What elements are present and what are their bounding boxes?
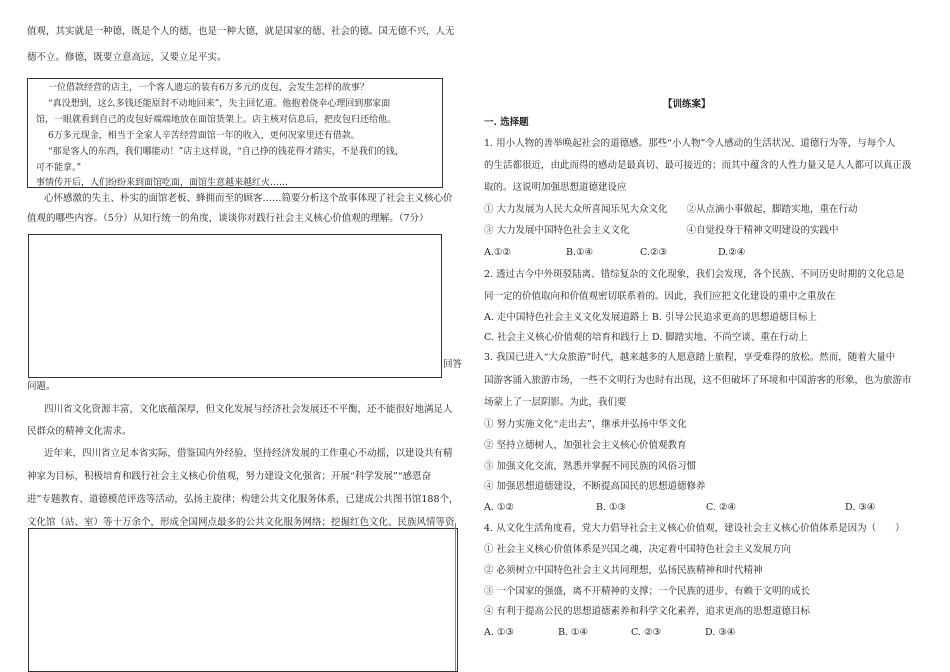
q1-option-line: ① 大力发展为人民大众所喜闻乐见大众文化 ②从点滴小事做起，脚踏实地，重在行动	[484, 204, 858, 215]
story-box	[27, 78, 443, 188]
q1-answer-c[interactable]: C.②③	[640, 247, 667, 258]
q4-answer-b[interactable]: B. ①④	[558, 627, 589, 638]
intro-line-1: 值观，其实就是一种德，既是个人的德，也是一种大德，就是国家的德、社会的德。国无德不兴，人无	[27, 26, 455, 37]
q4-option-line: ② 必须树立中国特色社会主义共同理想，弘扬民族精神和时代精神	[484, 565, 763, 576]
question-line-4: 问题。	[27, 381, 56, 392]
story-line: 可不能拿。”	[36, 163, 82, 173]
intro-line-2: 德不立。修德，既要立意高远，又要立足平实。	[27, 52, 227, 63]
story-line: 一位借款经营的店主，一个客人遗忘的装有6万多元的皮包，会发生怎样的故事？	[48, 83, 369, 93]
q2-option-line[interactable]: C. 社会主义核心价值观的培育和践行上 D. 脚踏实地、不尚空谈、重在行动上	[484, 332, 808, 343]
q2-option-line[interactable]: A. 走中国特色社会主义文化发展道路上 B. 引导公民追求更高的思想道德目标上	[484, 312, 817, 323]
q4-answer-d[interactable]: D. ③④	[705, 627, 736, 638]
q1-answer-b[interactable]: B.①④	[566, 247, 594, 258]
story-line: 事情传开后，人们纷纷来到面馆吃面，面馆生意越来越红火……	[36, 178, 289, 188]
q1-line: 取的。这说明加强思想道德建设应	[484, 182, 627, 193]
q4-line: 4. 从文化生活角度看，党大力倡导社会主义核心价值观，建设社会主义核心价值体系是因为（ ）	[484, 523, 905, 534]
column-divider	[455, 523, 456, 671]
story-line: “真没想到，这么多钱还能原封不动地回来”，失主回忆道。他抱着侥幸心理回到那家面	[48, 99, 391, 109]
q3-option-line: ③ 加强文化交流，熟悉并掌握不同民族的风俗习惯	[484, 461, 697, 472]
q2-line: 同一定的价值取向和价值观密切联系着的。因此，我们应把文化建设的重中之重放在	[484, 291, 836, 302]
q3-line: 3. 我国已进入“大众旅游”时代，越来越多的人愿意踏上旅程，享受难得的放松。然而，随着大量中	[484, 352, 896, 363]
q3-answer-d[interactable]: D. ③④	[845, 502, 876, 513]
question-line-2: 值观的哪些内容。（5分）从知行统一的角度，谈谈你对践行社会主义核心价值观的理解。（7分）	[27, 213, 429, 224]
q3-answer-c[interactable]: C. ②④	[706, 502, 737, 513]
answer-box-1[interactable]	[28, 234, 442, 378]
q3-answer-b[interactable]: B. ①③	[596, 502, 627, 513]
paragraph-2-line-2: 神家为目标，积极培育和践行社会主义核心价值观，努力建设文化强省；开展“科学发展”“感恩奋	[27, 471, 432, 482]
q1-line: 的生活都很近，由此而得的感动是最真切、最可接近的；而其中蕴含的人性力量又是人人都可以真正汲	[484, 160, 912, 171]
question-line-3: 回答	[443, 359, 463, 370]
q4-answer-c[interactable]: C. ②③	[631, 627, 662, 638]
paragraph-2-line-3: 进”专题教育、道德模范评选等活动，弘扬主旋律；构建公共文化服务体系，已建成公共图书馆188个，	[27, 494, 459, 505]
q3-answer-a[interactable]: A. ①②	[484, 502, 514, 513]
question-line-1: 心怀感激的失主、朴实的面馆老板、蜂拥而至的顾客……简要分析这个故事体现了社会主义核心价	[44, 193, 453, 204]
q3-line: 国游客涌入旅游市场，一些不文明行为也时有出现，这不但破坏了环境和中国游客的形象，也为旅游市	[484, 375, 912, 386]
q1-answer-d[interactable]: D.②④	[718, 247, 746, 258]
paragraph-1-line-2: 民群众的精神文化需求。	[27, 426, 132, 437]
paragraph-1-line-1: 四川省文化资源丰富，文化底蕴深厚，但文化发展与经济社会发展还不平衡，还不能很好地满足人	[44, 404, 453, 415]
q4-option-line: ① 社会主义核心价值体系是兴国之魂，决定着中国特色社会主义发展方向	[484, 544, 792, 555]
q3-option-line: ④ 加强思想道德建设，不断提高国民的思想道德修养	[484, 481, 706, 492]
q4-option-line: ③ 一个国家的强盛，离不开精神的支撑；一个民族的进步，有赖于文明的成长	[484, 586, 811, 597]
q1-line: 1. 用小人物的善举唤起社会的道德感。那些“小人物”令人感动的生活状况、道德行为等，与每个人	[484, 138, 896, 149]
q4-option-line: ④ 有利于提高公民的思想道德素养和科学文化素养，追求更高的思想道德目标	[484, 606, 811, 617]
section-title: 一. 选择题	[484, 117, 529, 128]
paragraph-2-line-1: 近年来，四川省立足本省实际，借鉴国内外经验，坚持经济发展的工作重心不动摇，以建设共有精	[44, 448, 453, 459]
story-line: “那是客人的东西，我们哪能动！”店主这样说，“自己挣的钱花得才踏实，不是我们的钱，	[48, 147, 404, 157]
q4-answer-a[interactable]: A. ①③	[484, 627, 514, 638]
q2-line: 2. 透过古今中外斑驳陆离、错综复杂的文化现象，我们会发现，各个民族、不同历史时期的文化总是	[484, 269, 905, 280]
answer-box-2[interactable]	[28, 528, 458, 672]
q3-option-line: ② 坚持立德树人，加强社会主义核心价值观教育	[484, 440, 687, 451]
story-line: 馆，一眼就看到自己的皮包好端端地放在面馆货架上。店主核对信息后，把皮包归还给他。	[36, 115, 397, 125]
q3-option-line: ① 努力实施文化“走出去”，继承并弘扬中华文化	[484, 419, 687, 430]
story-line: 6万多元现金，相当于全家人辛苦经营面馆一年的收入，更何况家里还有借款。	[48, 131, 360, 141]
paragraph-2-line-4: 文化馆（站、室）等十万余个，形成全国网点最多的公共文化服务网络；挖掘红色文化、民族风情等资	[27, 517, 455, 528]
q1-option-line: ③ 大力发展中国特色社会主义文化 ④自觉投身于精神文明建设的实践中	[484, 225, 839, 236]
q3-line: 场蒙上了一层阴影。为此，我们要	[484, 397, 627, 408]
q1-answer-a[interactable]: A.①②	[484, 247, 511, 258]
section-header: 【训练案】	[663, 99, 711, 110]
